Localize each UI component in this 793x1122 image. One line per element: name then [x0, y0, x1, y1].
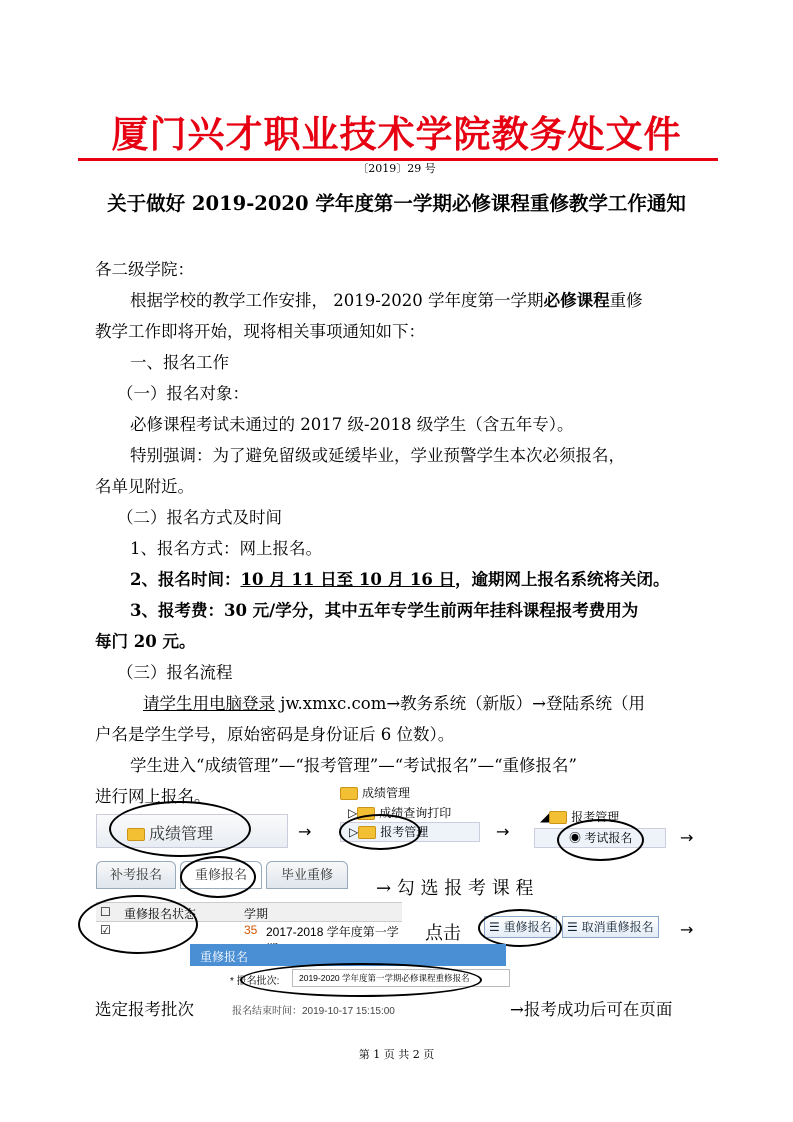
notice-title: 关于做好 2019-2020 学年度第一学期必修课程重修教学工作通知 — [107, 192, 686, 215]
success-caption: →报考成功后可在页面 — [510, 1000, 673, 1019]
tree-item-score-query[interactable]: ▷ 成绩查询打印 — [348, 806, 452, 820]
target-students: 必修课程考试未通过的 2017 级-2018 级学生（含五年专）。 — [130, 415, 574, 434]
section-heading-1: 一、报名工作 — [130, 353, 229, 372]
time-dates: 10 月 11 日至 10 月 16 日 — [240, 570, 456, 589]
highlight-oval — [240, 963, 482, 997]
tree-root[interactable]: 成绩管理 — [340, 784, 410, 801]
document-header-title: 厦门兴才职业技术学院教务处文件 — [111, 112, 682, 156]
page-footer: 第 1 页 共 2 页 — [358, 1048, 435, 1061]
arrow-icon: → — [680, 920, 694, 939]
subsection-heading-3: （三）报名流程 — [117, 663, 233, 682]
highlight-oval — [557, 819, 644, 861]
grade-mgmt-menu-item[interactable]: 成绩管理 — [127, 821, 213, 844]
arrow-icon: → — [680, 828, 694, 847]
highlight-oval — [478, 909, 562, 947]
intro-line-1 — [130, 285, 643, 316]
flow-line-2: 户名是学生学号，原始密码是身份证后 6 位数）。 — [95, 725, 455, 744]
click-instruction: 点击 — [425, 923, 461, 944]
intro-line-2: 教学工作即将开始，现将相关事项通知如下： — [95, 322, 425, 341]
tab-retake[interactable]: 重修报名 — [180, 861, 262, 889]
tab-makeup-exam[interactable]: 补考报名 — [96, 861, 176, 889]
salutation: 各二级学院： — [95, 260, 194, 279]
highlight-oval — [339, 814, 421, 850]
time-note: ，逾期网上报名系统将关闭。 — [455, 570, 670, 589]
cancel-retake-button[interactable]: ☰ 取消重修报名 — [562, 916, 659, 938]
list-icon: ☰ — [489, 920, 500, 934]
flow-line-1 — [143, 688, 645, 719]
arrow-icon: → — [298, 822, 312, 841]
flow-line-4: 进行网上报名。 — [95, 787, 211, 806]
registration-method: 1、报名方式：网上报名。 — [130, 539, 322, 558]
document-number: 〔2019〕29 号 — [357, 162, 436, 175]
fee-line-1: 3、报考费：30 元/学分，其中五年专学生前两年挂科课程报考费用为 — [130, 601, 639, 620]
tree-collapse-icon: ◢ — [540, 810, 550, 824]
login-instruction: 请学生用电脑登录 — [143, 694, 275, 713]
row-term: 2017-2018 学年度第一学 — [266, 925, 399, 939]
highlight-oval — [180, 856, 256, 898]
dialog-title: 重修报名 — [200, 950, 249, 964]
tree-item-exam-mgmt[interactable]: ▷ 报考管理 — [340, 822, 480, 842]
tree-expand-icon: ▷ — [348, 806, 358, 820]
list-icon: ☰ — [567, 920, 578, 934]
intro-text-end: 重修 — [609, 291, 643, 310]
tree2-root[interactable]: ◢ 报考管理 — [540, 810, 620, 824]
emphasis-line-2: 名单见附近。 — [95, 477, 194, 496]
folder-icon — [340, 787, 358, 800]
subsection-heading-2: （二）报名方式及时间 — [117, 508, 282, 527]
batch-label: * 报名批次: — [230, 976, 280, 987]
select-courses-instruction: → 勾 选 报 考 课 程 — [376, 878, 534, 899]
row-checkbox[interactable]: ☑ — [100, 923, 111, 937]
emphasis-line-1: 特别强调：为了避免留级或延缓毕业，学业预警学生本次必须报名， — [130, 446, 625, 465]
intro-text: 根据学校的教学工作安排， 2019-2020 学年度第一学期 — [130, 291, 544, 310]
row-number: 35 — [244, 923, 258, 937]
column-header-term: 学期 — [244, 907, 269, 921]
retake-registration-button[interactable]: ☰ 重修报名 — [484, 916, 557, 938]
select-batch-caption: 选定报考批次 — [95, 1000, 194, 1019]
highlight-oval — [109, 801, 251, 857]
tab-graduation-retake[interactable]: 毕业重修 — [266, 861, 348, 889]
select-all-checkbox[interactable]: ☐ — [100, 905, 111, 919]
registration-time — [130, 564, 670, 595]
exam-icon: ◉ — [569, 831, 582, 845]
highlight-oval — [78, 895, 198, 954]
fee-line-2: 每门 20 元。 — [95, 632, 196, 651]
tree-expand-icon: ▷ — [349, 825, 359, 839]
folder-icon — [549, 811, 567, 824]
intro-emphasis: 必修课程 — [543, 291, 610, 310]
arrow-icon: → — [496, 822, 510, 841]
flow-line-3: 学生进入“成绩管理”—“报考管理”—“考试报名”—“重修报名” — [130, 756, 577, 775]
time-label: 2、报名时间： — [130, 570, 241, 589]
registration-end-time: 报名结束时间：2019-10-17 15:15:00 — [232, 1006, 395, 1017]
batch-select[interactable]: 2019-2020 学年度第一学期必修课程重修报名 — [292, 969, 510, 987]
tree2-item-exam-registration[interactable]: ◉ 考试报名 — [534, 828, 666, 848]
login-path: jw.xmxc.com→教务系统（新版）→登陆系统（用 — [275, 694, 645, 713]
column-header-status: 重修报名状态 — [124, 907, 197, 921]
subsection-heading-1: （一）报名对象： — [117, 384, 249, 403]
